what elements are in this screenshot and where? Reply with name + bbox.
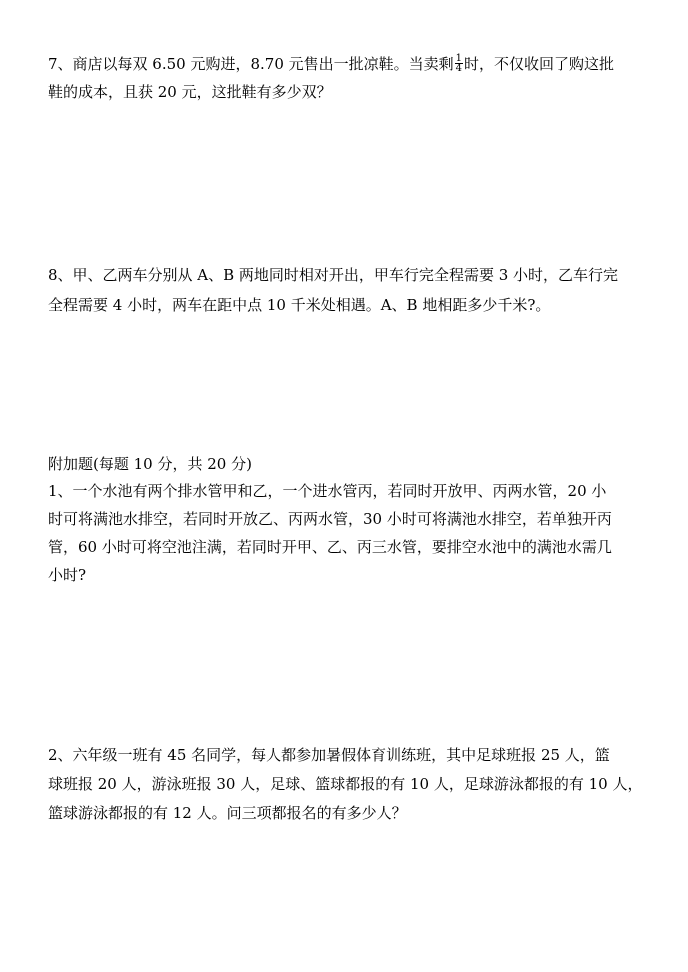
question-8-line-2: 全程需要 4 小时，两车在距中点 10 千米处相遇。A、B 地相距多少千米?。 [48, 296, 551, 314]
bonus-question-1-line-2: 时可将满池水排空，若同时开放乙、丙两水管，30 小时可将满池水排空，若单独开丙 [48, 510, 612, 528]
bonus-question-2-line-3: 篮球游泳都报的有 12 人。问三项都报名的有多少人？ [48, 804, 407, 822]
bonus-question-1-line-1: 1、一个水池有两个排水管甲和乙，一个进水管丙，若同时开放甲、丙两水管，20 小 [48, 482, 607, 500]
bonus-question-1-line-3: 管，60 小时可将空池注满，若同时开甲、乙、丙三水管，要排空水池中的满池水需几 [48, 538, 612, 556]
fraction-one-quarter [455, 54, 463, 73]
question-7-line-2: 鞋的成本，且获 20 元，这批鞋有多少双？ [48, 83, 332, 101]
question-7-line-1 [48, 54, 614, 75]
bonus-question-2-line-2: 球班报 20 人，游泳班报 30 人，足球、篮球都报的有 10 人，足球游泳都报的有 10 人， [48, 775, 643, 793]
bonus-section-heading: 附加题(每题 10 分，共 20 分) [48, 455, 252, 473]
bonus-question-2-line-1: 2、六年级一班有 45 名同学，每人都参加暑假体育训练班，其中足球班报 25 人，篮 [48, 746, 610, 764]
fraction-denominator: 4 [455, 62, 463, 74]
question-8-line-1: 8、甲、乙两车分别从 A、B 两地同时相对开出，甲车行完全程需要 3 小时，乙车行完 [48, 266, 619, 284]
bonus-question-1-line-4: 小时? [48, 566, 87, 584]
question-7-text-start: 7、商店以每双 6.50 元购进，8.70 元售出一批凉鞋。当卖剩 [48, 55, 454, 73]
question-7-text-end: 时，不仅收回了购这批 [464, 55, 615, 73]
fraction-numerator: 1 [455, 52, 463, 64]
